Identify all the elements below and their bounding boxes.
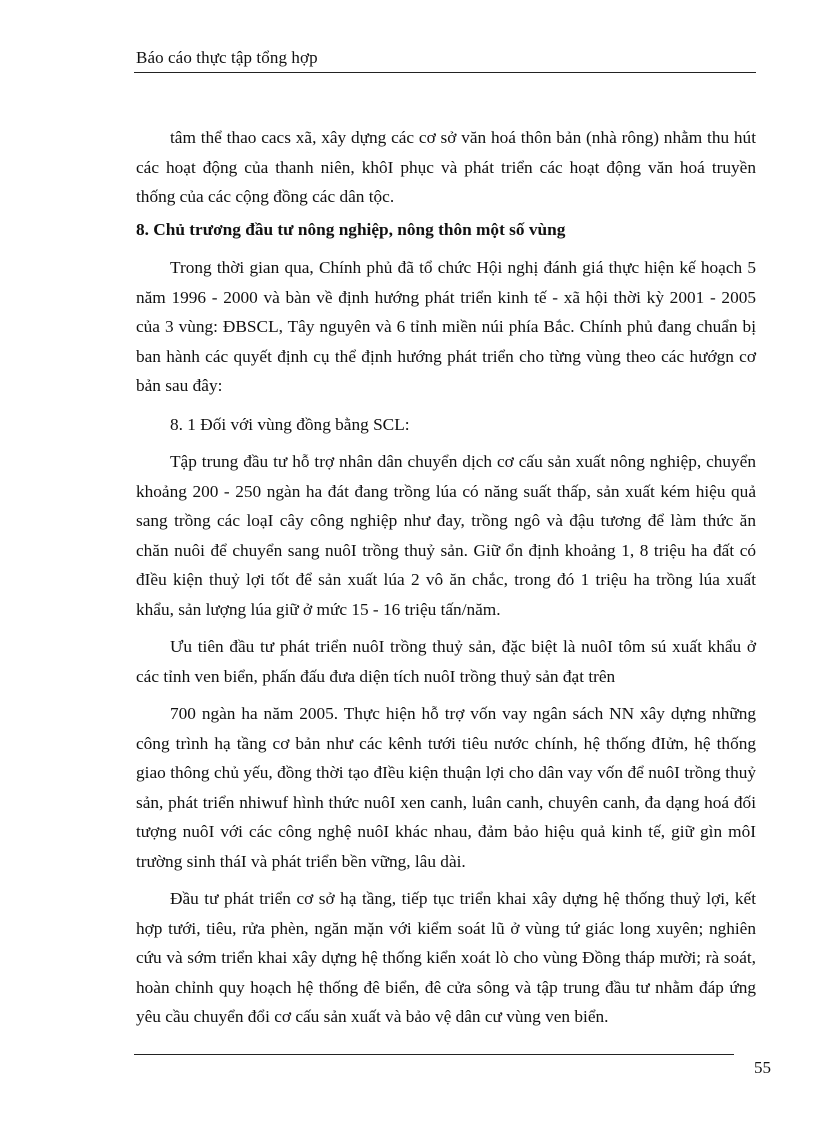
paragraph-infrastructure: Đầu tư phát triển cơ sở hạ tầng, tiếp tục triển khai xây dựng hệ thống thuỷ lợi, kết hợp tưới, tiêu, rửa phèn, ngăn mặn với kiểm soát lũ ở vùng tứ giác long xuyên; nghiên cứu và sớm triển khai xây dựng hệ thống kiển xoát lò cho vùng Đồng tháp mười; rà soát, hoàn chỉnh quy hoạch hệ thống đê biển, đê cửa sông và tập trung đầu tư nhằm đáp ứng yêu cầu chuyển đổi cơ cấu sản xuất và bảo vệ dân cư vùng ven biển. [136, 889, 756, 1026]
paragraph-agriculture-shift: Tập trung đầu tư hỗ trợ nhân dân chuyển dịch cơ cấu sản xuất nông nghiệp, chuyển khoảng 200 - 250 ngàn ha đát đang trồng lúa có năng suất thấp, sản xuất kém hiệu quả sang trồng các loạI cây công nghiệp như đay, trồng ngô và đậu tương để làm thức ăn chăn nuôi để chuyển sang nuôI trồng thuỷ sản. Giữ ổn định khoảng 1, 8 triệu ha đất có đIều kiện thuỷ lợi tốt để sản xuất lúa 2 vô ăn chắc, trong đó 1 triệu ha trồng lúa xuất khẩu, sản lượng lúa giữ ở mức 15 - 16 triệu tấn/năm. [136, 452, 756, 619]
paragraph-aquaculture-priority: Ưu tiên đầu tư phát triển nuôI trồng thuỷ sản, đặc biệt là nuôI tôm sú xuất khẩu ở các tỉnh ven biển, phấn đấu đưa diện tích nuôI trồng thuỷ sản đạt trên [136, 637, 756, 686]
header-divider [134, 72, 756, 73]
footer-divider [134, 1054, 734, 1055]
paragraph-government-plan: Trong thời gian qua, Chính phủ đã tổ chức Hội nghị đánh giá thực hiện kế hoạch 5 năm 1996 - 2000 và bàn về định hướng phát triển kinh tế - xã hội thời kỳ 2001 - 2005 của 3 vùng: ĐBSCL, Tây nguyên và 6 tỉnh miền núi phía Bắc. Chính phủ đang chuẩn bị ban hành các quyết định cụ thể định hướng phát triển cho từng vùng theo các hướgn cơ bản sau đây: [136, 258, 756, 395]
page-number: 55 [754, 1058, 771, 1077]
document-body [136, 123, 756, 1032]
section-heading-8: 8. Chủ trương đầu tư nông nghiệp, nông thôn một số vùng [136, 219, 566, 239]
paragraph-aquaculture-continued: 700 ngàn ha năm 2005. Thực hiện hỗ trợ vốn vay ngân sách NN xây dựng những công trình hạ tầng cơ bản như các kênh tưới tiêu nước chính, hệ thống đIửn, hệ thống giao thông chủ yếu, đồng thời tạo đIều kiện thuận lợi cho dân vay vốn để nuôI trồng thuỷ sản, phát triển nhiwuf hình thức nuôI xen canh, luân canh, chuyên canh, đa dạng hoá đối tượng nuôI với các công nghệ nuôI khác nhau, đảm bảo hiệu quả kinh tế, giữ gìn môI trường sinh tháI và phát triển bền vững, lâu dài. [136, 704, 756, 871]
paragraph-culture: tâm thể thao cacs xã, xây dựng các cơ sở văn hoá thôn bản (nhà rông) nhằm thu hút các hoạt động của thanh niên, khôI phục và phát triển các hoạt động văn hoá truyền thống của các cộng đồng các dân tộc. [136, 128, 756, 206]
subsection-heading-8-1: 8. 1 Đối với vùng đồng bằng SCL: [170, 414, 410, 434]
header-title: Báo cáo thực tập tổng hợp [136, 48, 318, 67]
